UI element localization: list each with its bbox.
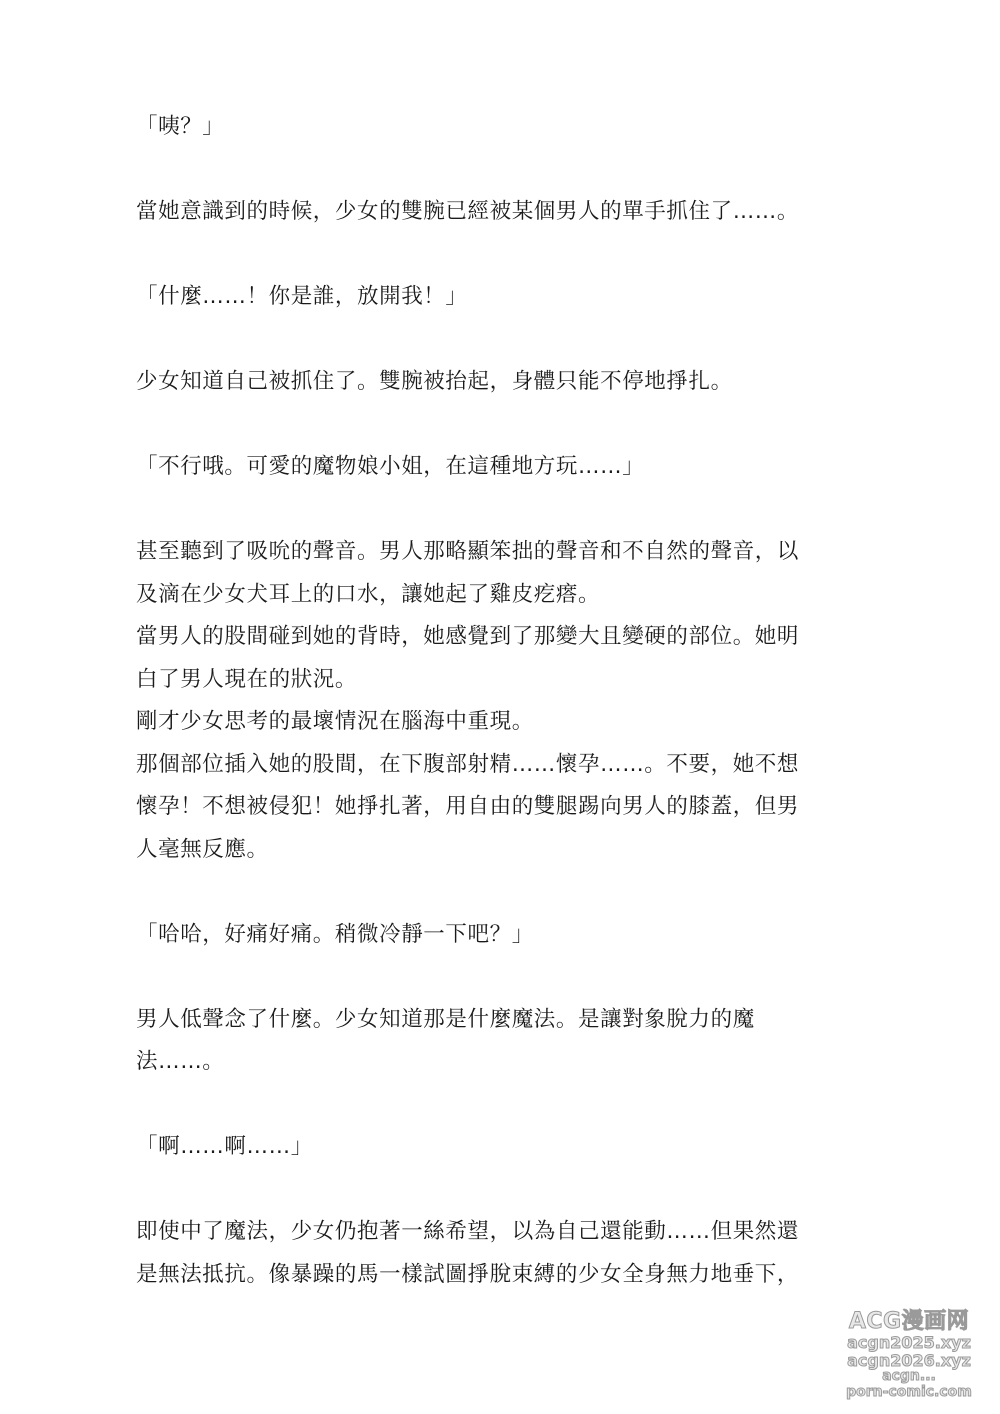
text-line: 即使中了魔法，少女仍抱著一絲希望，以為自己還能動……但果然還 [136,1219,800,1244]
blank-line [136,319,856,362]
text-line: 那個部位插入她的股間，在下腹部射精……懷孕……。不要，她不想 [136,751,800,777]
text-line: 及滴在少女犬耳上的口水，讓她起了雞皮疙瘩。 [136,581,601,607]
blank-line [136,149,856,192]
text-line: 白了男人現在的狀況。 [136,666,358,692]
blank-line [136,489,856,532]
blank-line [136,871,856,914]
text-line: 法……。 [136,1049,225,1074]
watermark-url: porn-comic.com [846,1383,972,1400]
text-column [136,106,856,1296]
text-line: 男人低聲念了什麼。少女知道那是什麼魔法。是讓對象脫力的魔 [136,1006,755,1032]
blank-line [136,1084,856,1127]
watermark-url: acgn2026.xyz [847,1350,971,1370]
text-line: 懷孕！不想被侵犯！她掙扎著，用自由的雙腿踢向男人的膝蓋，但男 [136,794,800,819]
text-line: 剛才少女思考的最壞情況在腦海中重現。 [136,709,534,734]
text-line: 甚至聽到了吸吮的聲音。男人那略顯笨拙的聲音和不自然的聲音，以 [136,539,800,564]
watermark-url: acgn... [882,1368,936,1385]
text-line: 少女知道自己被抓住了。雙腕被抬起，身體只能不停地掙扎。 [136,369,733,394]
blank-line [136,234,856,277]
text-line: 當她意識到的時候，少女的雙腕已經被某個男人的單手抓住了……。 [136,199,800,224]
text-line: 「咦？」 [136,114,225,139]
text-line: 人毫無反應。 [136,836,269,862]
blank-line [136,956,856,999]
blank-line [136,1169,856,1212]
watermark-title: ACG漫画网 [848,1308,970,1334]
blank-line [136,404,856,447]
text-line: 「什麼……！你是誰，放開我！」 [136,284,468,309]
text-line: 「不行哦。可愛的魔物娘小姐，在這種地方玩……」 [136,454,645,479]
text-line: 「哈哈，好痛好痛。稍微冷靜一下吧？」 [136,921,534,947]
text-line: 「啊……啊……」 [136,1134,313,1159]
watermark-url: acgn2025.xyz [847,1333,971,1353]
text-line: 是無法抵抗。像暴躁的馬一樣試圖掙脫束縛的少女全身無力地垂下， [136,1261,800,1287]
watermark [844,1310,974,1400]
text-line: 當男人的股間碰到她的背時，她感覺到了那變大且變硬的部位。她明 [136,624,800,649]
